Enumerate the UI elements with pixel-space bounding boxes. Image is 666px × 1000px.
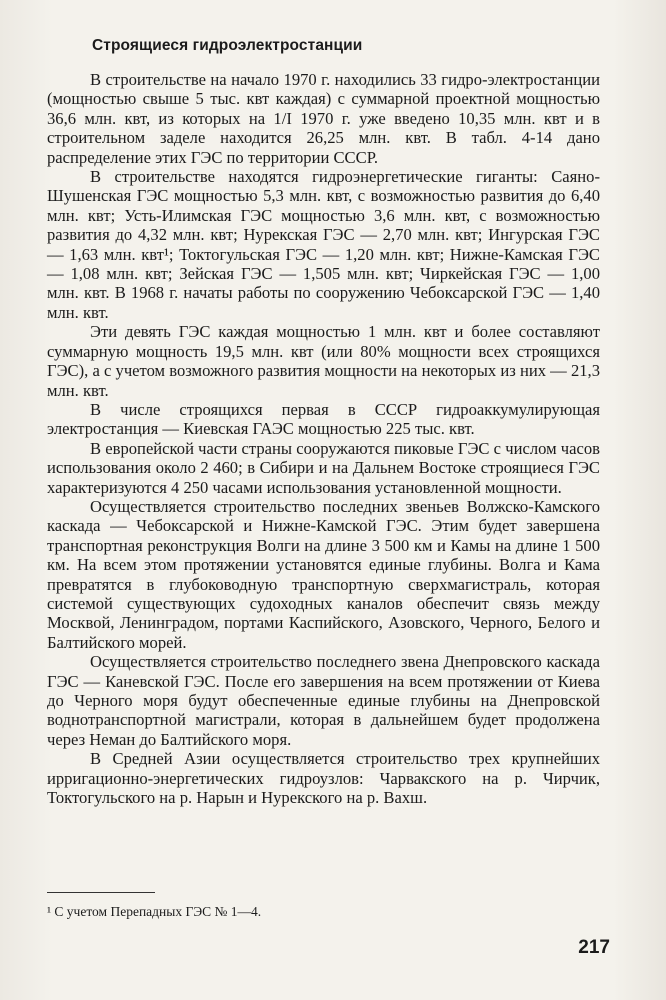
paragraph-1: В строительстве на начало 1970 г. находились 33 гидро-электростанции (мощностью свыше 5 тыс. квт каждая) с суммарной проектной мощностью 36,6 млн. квт, из которых на 1/I 1970 г. уже введено 10,35 млн. квт и в строительном заделе находится 26,25 млн. квт. В табл. 4-14 дано распределение этих ГЭС по территории СССР. bbox=[47, 70, 600, 167]
paragraph-6: Осуществляется строительство последних звеньев Волжско-Камского каскада — Чебоксарской и Нижне-Камской ГЭС. Этим будет завершена транспортная реконструкция Волги на длине 3 500 км и Камы на длине 1 500 км. На всем этом протяжении установятся единые глубины. Волга и Кама превратятся в глубоководную транспортную сверхмагистраль, которая системой существующих судоходных каналов обеспечит связь между Москвой, Ленинградом, портами Каспийского, Азовского, Черного, Белого и Балтийского морей. bbox=[47, 496, 600, 652]
paragraph-2: В строительстве находятся гидроэнергетические гиганты: Саяно-Шушенская ГЭС мощностью 5,3 млн. квт, с возможностью развития до 6,40 млн. квт; Усть-Илимская ГЭС мощностью 3,6 млн. квт, с возможностью развития до 4,32 млн. квт; Нурекская ГЭС — 2,70 млн. квт; Ингурская ГЭС — 1,63 млн. квт¹; Токтогульская ГЭС — 1,20 млн. квт; Нижне-Камская ГЭС — 1,08 млн. квт; Зейская ГЭС — 1,505 млн. квт; Чиркейская ГЭС — 1,00 млн. квт. В 1968 г. начаты работы по сооружению Чебоксарской ГЭС — 1,40 млн. квт. bbox=[47, 167, 600, 322]
page-number: 217 bbox=[578, 937, 610, 958]
body-text bbox=[47, 70, 600, 807]
paragraph-8: В Средней Азии осуществляется строительство трех крупнейших ирригационно-энергетических гидроузлов: Чарвакского на р. Чирчик, Токтогульского на р. Нарын и Нурекского на р. Вахш. bbox=[47, 749, 600, 808]
footnote-divider bbox=[47, 892, 155, 893]
section-heading: Строящиеся гидроэлектростанции bbox=[92, 37, 363, 54]
footnote: ¹ С учетом Перепадных ГЭС № 1—4. bbox=[47, 904, 262, 919]
paragraph-5: В европейской части страны сооружаются пиковые ГЭС с числом часов использования около 2 460; в Сибири и на Дальнем Востоке строящиеся ГЭС характеризуются 4 250 часами использования установленной мощности. bbox=[47, 438, 600, 497]
paragraph-7: Осуществляется строительство последнего звена Днепровского каскада ГЭС — Каневской ГЭС. После его завершения на всем протяжении от Киева до Черного моря будут обеспеченные единые глубины на Днепровской воднотранспортной магистрали, которая в дальнейшем будет продолжена через Неман до Балтийского моря. bbox=[47, 652, 600, 749]
paragraph-4: В числе строящихся первая в СССР гидроаккумулирующая электростанция — Киевская ГАЭС мощностью 225 тыс. квт. bbox=[47, 399, 600, 439]
paragraph-3: Эти девять ГЭС каждая мощностью 1 млн. квт и более составляют суммарную мощность 19,5 млн. квт (или 80% мощности всех строящихся ГЭС), а с учетом возможного развития мощности на некоторых из них — 21,3 млн. квт. bbox=[47, 322, 600, 400]
